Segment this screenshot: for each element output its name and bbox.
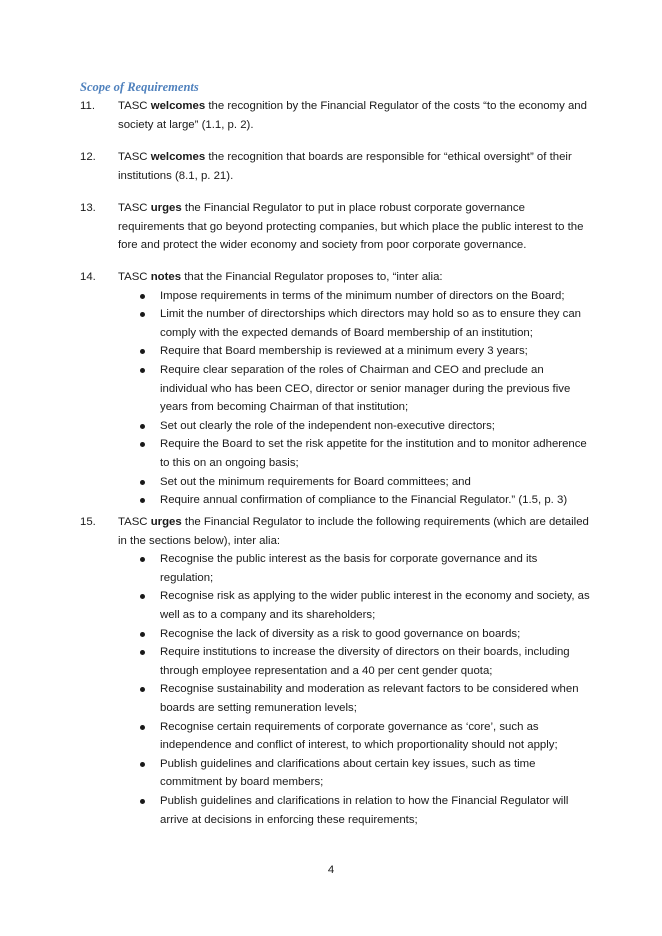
paragraph-lead: TASC [118, 516, 151, 528]
list-item [118, 643, 590, 680]
paragraph-13 [80, 199, 590, 255]
bullet-icon [140, 368, 145, 373]
paragraph-text: the recognition that boards are responsible for “ethical oversight” of their institutions (8.1, p. 21). [118, 151, 572, 182]
list-item [118, 755, 590, 792]
list-item-text: Publish guidelines and clarifications about certain key issues, such as time commitment by board members; [160, 757, 536, 789]
paragraph-keyword: welcomes [150, 100, 206, 112]
bullet-icon [140, 424, 145, 429]
bullet-icon [140, 442, 145, 447]
bullet-list [118, 550, 590, 829]
list-item-text: Limit the number of directorships which directors may hold so as to ensure they can comply with the expected demands of Board membership of an institution; [160, 308, 582, 339]
bullet-icon [140, 498, 145, 503]
list-item [118, 435, 590, 472]
list-item [118, 680, 590, 717]
list-item [118, 417, 590, 436]
list-item-text: Set out the minimum requirements for Board committees; and [160, 475, 471, 488]
paragraph-number: 12. [80, 151, 96, 163]
list-item-text: Recognise risk as applying to the wider public interest in the economy and society, as well as to a company and its shareholders; [160, 590, 590, 621]
paragraph-number: 11. [80, 100, 95, 112]
paragraph-body [118, 97, 590, 134]
list-item-text: Recognise the lack of diversity as a risk to good governance on boards; [160, 627, 521, 640]
list-item-text: Require that Board membership is reviewed at a minimum every 3 years; [160, 345, 528, 358]
bullet-icon [140, 632, 145, 637]
paragraph-14 [80, 268, 590, 510]
list-item-text: Require the Board to set the risk appetite for the institution and to monitor adherence to this on an ongoing basis; [160, 438, 587, 469]
paragraph-text: the recognition by the Financial Regulator of the costs “to the economy and society at large” (1.1, p. 2). [118, 100, 587, 131]
paragraph-15 [80, 513, 590, 829]
list-item [118, 718, 590, 755]
list-item [118, 305, 590, 342]
bullet-icon [140, 762, 145, 767]
bullet-list [118, 287, 590, 510]
list-item [118, 361, 590, 417]
bullet-icon [140, 294, 145, 299]
list-item-text: Require institutions to increase the diversity of directors on their boards, including through employee representation and a 40 per cent gender quota; [160, 646, 570, 677]
bullet-icon [140, 594, 145, 599]
bullet-icon [140, 312, 145, 317]
list-item-text: Recognise the public interest as the basis for corporate governance and its regulation; [160, 553, 538, 584]
list-item-text: Require clear separation of the roles of Chairman and CEO and preclude an individual who has been CEO, director or senior manager during the previous five years from becoming Chairman of that institution; [160, 363, 571, 414]
page-number: 4 [327, 864, 335, 876]
list-item [118, 491, 590, 510]
paragraph-text: the Financial Regulator to include the following requirements (which are detailed in the sections below), inter alia: [118, 516, 589, 547]
bullet-icon [140, 349, 145, 354]
paragraph-number: 13. [80, 202, 96, 214]
paragraph-11 [80, 97, 590, 134]
paragraph-number: 15. [80, 516, 96, 528]
list-item [118, 473, 590, 492]
paragraph-body [118, 513, 590, 550]
paragraph-keyword: welcomes [150, 151, 206, 163]
list-item [118, 287, 590, 306]
bullet-icon [140, 799, 145, 804]
paragraph-keyword: urges [150, 202, 182, 214]
paragraph-12 [80, 148, 590, 185]
list-item-text: Publish guidelines and clarifications in relation to how the Financial Regulator will arrive at decisions in enforcing these requirements; [160, 794, 569, 826]
paragraph-lead: TASC [118, 151, 151, 163]
list-item [118, 587, 590, 624]
paragraph-text: the Financial Regulator to put in place robust corporate governance requirements that go beyond protecting companies, but which place the public interest to the fore and protect the wider economy and society from poor corporate governance. [118, 202, 584, 252]
paragraph-body [118, 199, 590, 255]
list-item-text: Recognise certain requirements of corporate governance as ‘core’, such as independence and conflict of interest, to which proportionality should not apply; [160, 720, 558, 752]
section-heading: Scope of Requirements [80, 80, 199, 94]
list-item [118, 550, 590, 587]
paragraph-keyword: urges [150, 516, 182, 528]
list-item [118, 342, 590, 361]
bullet-icon [140, 687, 145, 692]
list-item-text: Recognise sustainability and moderation as relevant factors to be considered when boards are setting remuneration levels; [160, 683, 579, 714]
paragraph-lead: TASC [118, 271, 151, 283]
list-item-text: Set out clearly the role of the independent non-executive directors; [160, 419, 495, 432]
bullet-icon [140, 725, 145, 730]
paragraph-keyword: notes [150, 271, 182, 283]
bullet-icon [140, 480, 145, 485]
paragraph-lead: TASC [118, 100, 151, 112]
paragraph-body [118, 148, 590, 185]
paragraph-lead: TASC [118, 202, 151, 214]
list-item-text: Impose requirements in terms of the minimum number of directors on the Board; [160, 289, 565, 302]
bullet-icon [140, 557, 145, 562]
list-item [118, 625, 590, 644]
paragraph-text: that the Financial Regulator proposes to, “inter alia: [181, 271, 443, 283]
list-item [118, 792, 590, 829]
bullet-icon [140, 650, 145, 655]
paragraph-body [118, 268, 590, 287]
paragraph-number: 14. [80, 271, 96, 283]
list-item-text: Require annual confirmation of compliance to the Financial Regulator.” (1.5, p. 3) [160, 494, 568, 507]
